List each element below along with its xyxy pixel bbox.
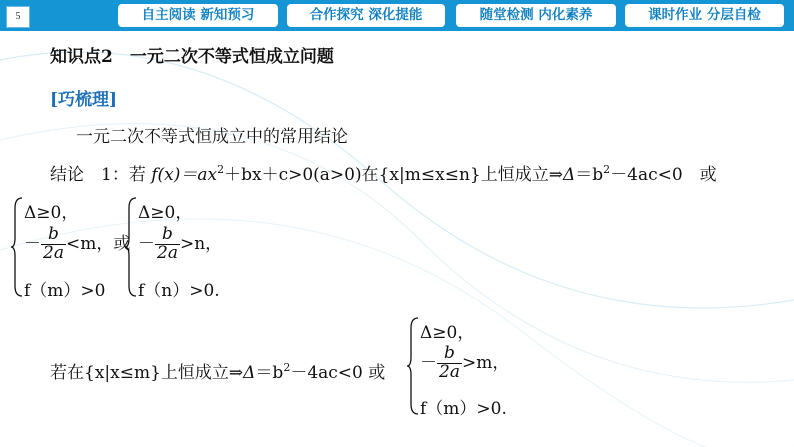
inequality-expr: (x)＝ax [157, 165, 218, 185]
fraction-b-over-2a: $\frac{b}{2a}$ [439, 343, 460, 382]
system-2-row-2 [138, 226, 222, 263]
delta-symbol: Δ [243, 363, 256, 383]
exponent: 2 [603, 163, 611, 176]
minus-sign: － [420, 352, 437, 373]
intro-text: 一元二次不等式恒成立中的常用结论 [76, 127, 348, 147]
minus-sign: － [138, 233, 155, 254]
nav-tab-in-class-check[interactable]: 随堂检测 内化素养 [456, 4, 616, 27]
system-3-row-1: Δ≥0， [420, 323, 475, 343]
fraction-b-over-2a: $\frac{b}{2a}$ [157, 224, 178, 263]
conclusion-1-line [50, 160, 717, 185]
exponent: 2 [217, 163, 225, 176]
system-1-row-2 [24, 226, 130, 263]
left-brace [406, 316, 420, 416]
conclusion-2-lead: 若在{x|x≤m}上恒成立⇒ [50, 363, 244, 383]
nav-tab-self-study[interactable]: 自主阅读 新知预习 [118, 4, 278, 27]
system-1-row-1: Δ≥0， [24, 203, 79, 223]
exponent: 2 [283, 361, 291, 374]
discriminant-eq: ＝b [255, 363, 284, 383]
fraction-b-over-2a: $\frac{b}{2a}$ [43, 224, 64, 263]
section-title: 知识点2 一元二次不等式恒成立问题 [50, 47, 334, 67]
system-3-row-3: f（m）>0. [420, 399, 507, 419]
discriminant-eq: ＝b [575, 165, 604, 185]
nav-tab-homework[interactable]: 课时作业 分层自检 [625, 4, 784, 27]
left-brace [124, 196, 138, 298]
conclusion-label: 结论 1：若 [50, 165, 146, 185]
condition-text: >m， [461, 352, 510, 373]
nav-tab-cooperative-inquiry[interactable]: 合作探究 深化提能 [287, 4, 445, 27]
function-f: f [151, 165, 158, 185]
left-brace [10, 196, 24, 298]
system-3-row-2 [420, 345, 509, 382]
condition-text: <m，或 [65, 233, 131, 254]
conclusion-2-line [50, 358, 385, 383]
system-2-row-1: Δ≥0， [138, 203, 193, 223]
minus-sign: － [24, 233, 41, 254]
system-1-row-3: f（m）>0 [24, 281, 106, 301]
discriminant-tail: －4ac<0 或 [290, 363, 386, 383]
system-2-row-3: f（n）>0. [138, 281, 220, 301]
delta-symbol: Δ [562, 165, 576, 185]
section-tag: [巧梳理] [50, 90, 118, 110]
condition-text: >n， [179, 233, 223, 254]
page-number: 5 [6, 6, 30, 28]
inequality-domain: ＋bx＋c>0(a>0)在{x|m≤x≤n}上恒成立⇒ [224, 165, 563, 185]
discriminant-tail: －4ac<0 或 [610, 165, 717, 185]
